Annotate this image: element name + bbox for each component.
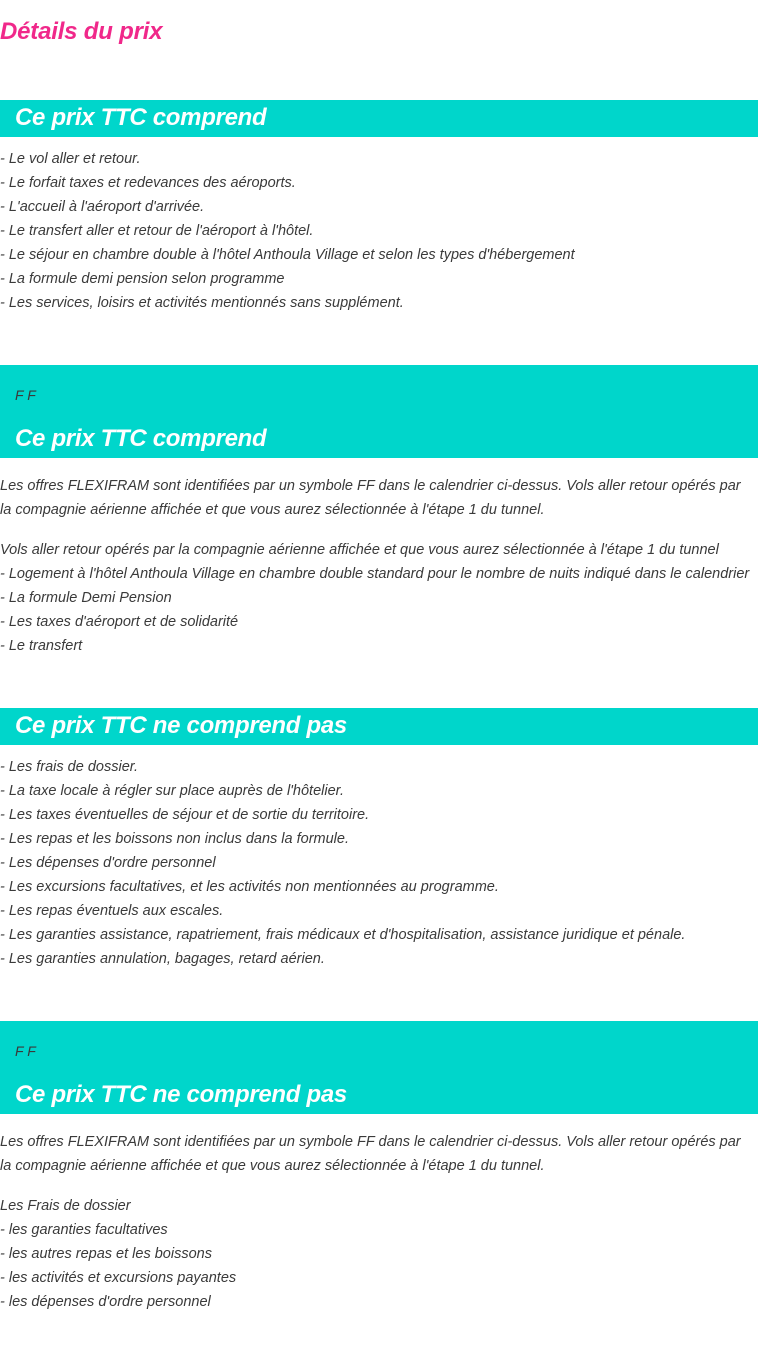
list-item: - L'accueil à l'aéroport d'arrivée. <box>0 199 205 215</box>
list-item: - Le transfert aller et retour de l'aéroport à l'hôtel. <box>0 223 314 239</box>
list-item: - Le séjour en chambre double à l'hôtel Anthoula Village et selon les types d'hébergement <box>0 247 575 263</box>
list-item: - les activités et excursions payantes <box>0 1270 237 1286</box>
section-header-flexifram-includes <box>0 365 758 458</box>
list-item: - Les garanties annulation, bagages, retard aérien. <box>0 951 325 967</box>
excludes-list <box>0 755 758 971</box>
list-item: - Le transfert <box>0 638 83 654</box>
list-item: - les dépenses d'ordre personnel <box>0 1294 211 1310</box>
list-item: - Le forfait taxes et redevances des aéroports. <box>0 175 296 191</box>
flexifram-intro: Les offres FLEXIFRAM sont identifiées par un symbole FF dans le calendrier ci-dessus. Vols aller retour opérés par la compagnie aérienne affichée et que vous aurez sélectionnée à l'étape 1 du tunnel. <box>0 478 741 518</box>
ff-code-label: F F <box>15 1043 36 1059</box>
list-item: Les Frais de dossier <box>0 1198 131 1214</box>
list-item: - Les frais de dossier. <box>0 759 139 775</box>
section-title: Ce prix TTC ne comprend pas <box>15 1081 347 1108</box>
list-item: - La formule demi pension selon programme <box>0 271 285 287</box>
flexifram-includes-list <box>0 538 758 658</box>
section-title: Ce prix TTC comprend <box>15 425 267 452</box>
list-item: - Les taxes d'aéroport et de solidarité <box>0 614 239 630</box>
list-item: - Les repas éventuels aux escales. <box>0 903 224 919</box>
section-header-flexifram-excludes <box>0 1021 758 1114</box>
list-item: - Les excursions facultatives, et les activités non mentionnées au programme. <box>0 879 499 895</box>
section-header-excludes <box>0 708 758 745</box>
list-item: - Les services, loisirs et activités mentionnés sans supplément. <box>0 295 404 311</box>
list-item: - La formule Demi Pension <box>0 590 172 606</box>
list-item: - Logement à l'hôtel Anthoula Village en chambre double standard pour le nombre de nuits indiqué dans le calendrier <box>0 566 750 582</box>
section-header-includes <box>0 100 758 137</box>
flexifram-intro: Les offres FLEXIFRAM sont identifiées par un symbole FF dans le calendrier ci-dessus. Vols aller retour opérés par la compagnie aérienne affichée et que vous aurez sélectionnée à l'étape 1 du tunnel. <box>0 1134 741 1174</box>
list-item: - Les repas et les boissons non inclus dans la formule. <box>0 831 349 847</box>
section-title: Ce prix TTC ne comprend pas <box>15 712 347 739</box>
list-item: - Les garanties assistance, rapatriement, frais médicaux et d'hospitalisation, assistance juridique et pénale. <box>0 927 686 943</box>
list-item: - Les dépenses d'ordre personnel <box>0 855 216 871</box>
page-title: Détails du prix <box>0 18 163 45</box>
list-item: - La taxe locale à régler sur place auprès de l'hôtelier. <box>0 783 344 799</box>
flexifram-excludes-list <box>0 1194 758 1314</box>
list-item: Vols aller retour opérés par la compagnie aérienne affichée et que vous aurez sélectionnée à l'étape 1 du tunnel <box>0 542 719 558</box>
includes-list <box>0 147 758 315</box>
section-title: Ce prix TTC comprend <box>15 104 267 131</box>
list-item: - Les taxes éventuelles de séjour et de sortie du territoire. <box>0 807 370 823</box>
ff-code-label: F F <box>15 387 36 403</box>
list-item: - Le vol aller et retour. <box>0 151 141 167</box>
list-item: - les autres repas et les boissons <box>0 1246 212 1262</box>
list-item: - les garanties facultatives <box>0 1222 168 1238</box>
